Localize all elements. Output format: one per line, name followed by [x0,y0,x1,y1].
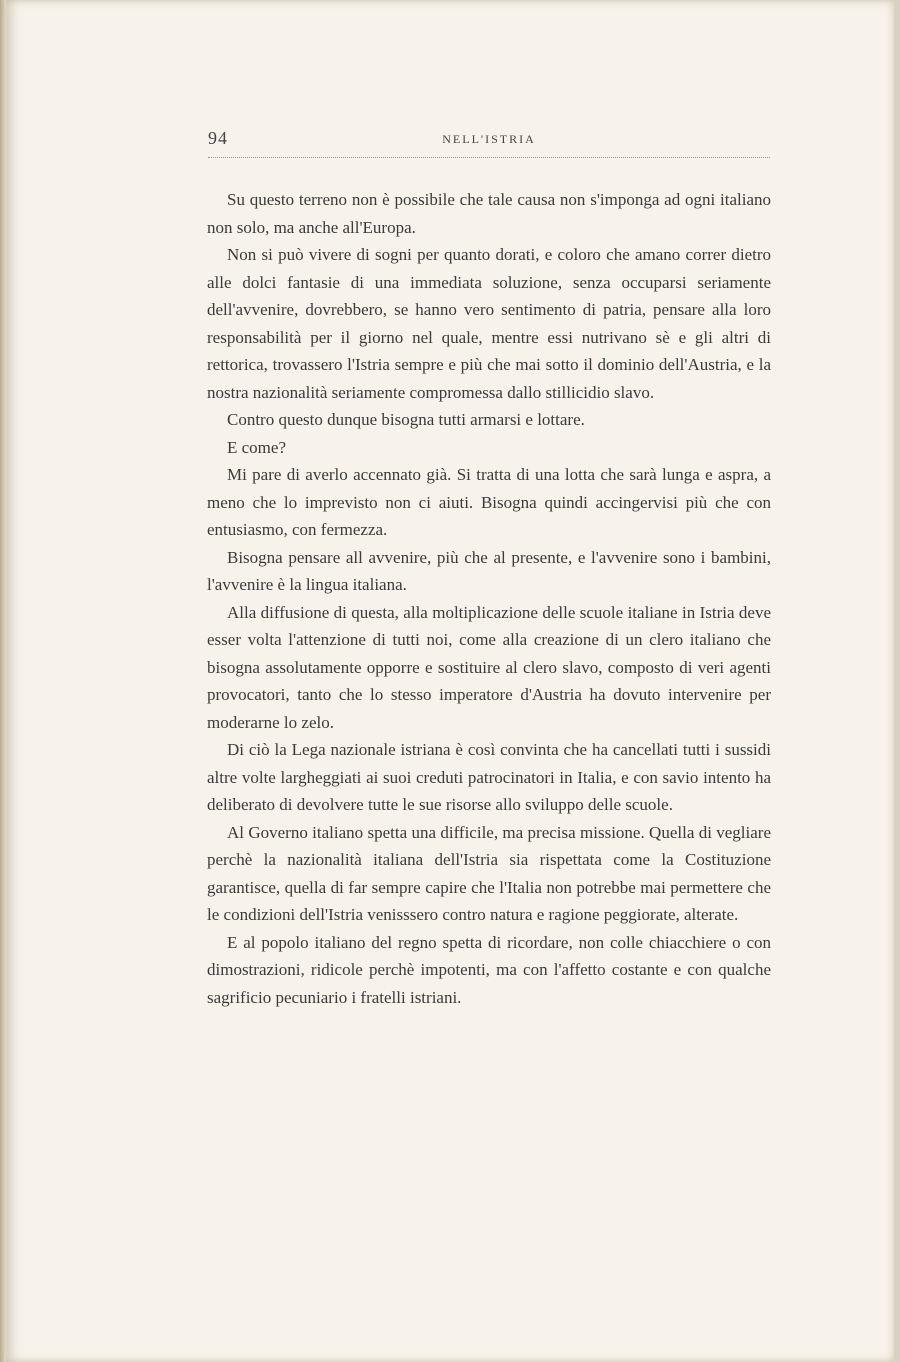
running-title: NELL'ISTRIA [442,132,536,146]
page-header [208,128,770,154]
paragraph: Su questo terreno non è possibile che tale causa non s'imponga ad ogni italiano non solo, ma anche all'Europa. [207,190,771,237]
paragraph: Alla diffusione di questa, alla moltiplicazione delle scuole italiane in Istria deve esser volta l'attenzione di tutti noi, come alla creazione di un clero italiano che bisogna assolutamente opporre e sostituire al clero slavo, composto di veri agenti provocatori, tanto che lo stesso imperatore d'Austria ha dovuto intervenire per moderarne lo zelo. [207,602,771,732]
page-number: 94 [208,128,228,148]
paragraph: Bisogna pensare all avvenire, più che al presente, e l'avvenire sono i bambini, l'avvenire è la lingua italiana. [207,547,771,594]
paragraph: E come? [227,437,286,457]
header-rule [208,157,770,158]
paragraph: Non si può vivere di sogni per quanto dorati, e coloro che amano correr dietro alle dolci fantasie di una immediata soluzione, senza occuparsi seriamente dell'avvenire, dovrebbero, se hanno vero sentimento di patria, pensare alla loro responsabilità per il giorno nel quale, mentre essi nutrivano sè e gli altri di rettorica, trovassero l'Istria sempre e più che mai sotto il dominio dell'Austria, e la nostra nazionalità seriamente compromessa dallo stillicidio slavo. [207,245,771,402]
paragraph: Mi pare di averlo accennato già. Si tratta di una lotta che sarà lunga e aspra, a meno che lo imprevisto non ci aiuti. Bisogna quindi accingervisi più che con entusiasmo, con fermezza. [207,465,771,539]
paragraph: Contro questo dunque bisogna tutti armarsi e lottare. [227,410,585,429]
paragraph: Al Governo italiano spetta una difficile, ma precisa missione. Quella di vegliare perchè la nazionalità italiana dell'Istria sia rispettata come la Costituzione garantisce, quella di far sempre capire che l'Italia non potrebbe mai permettere che le condizioni dell'Istria venisssero contro natura e ragione peggiorate, alterate. [207,822,771,924]
paragraph: Di ciò la Lega nazionale istriana è così convinta che ha cancellati tutti i sussidi altre volte largheggiati ai suoi creduti patrocinatori in Italia, e con savio intento ha deliberato di devolvere tutte le sue risorse allo sviluppo delle scuole. [207,740,771,814]
body-text [207,186,771,1011]
paragraph: E al popolo italiano del regno spetta di ricordare, non colle chiacchiere o con dimostrazioni, ridicole perchè impotenti, ma con l'affetto costante e con qualche sagrificio pecuniario i fratelli istriani. [207,932,771,1007]
